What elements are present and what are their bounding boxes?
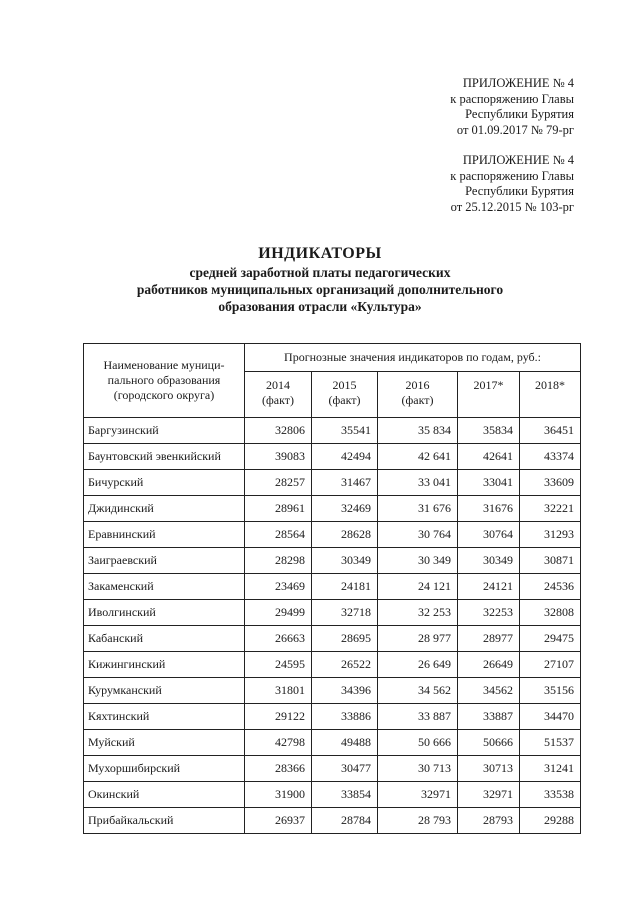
value-cell: 34396 bbox=[312, 678, 378, 704]
appendix-order-ref: к распоряжению Главы bbox=[450, 91, 574, 106]
year-note: (факт) bbox=[328, 393, 361, 407]
value-cell: 32806 bbox=[245, 418, 312, 444]
table-row bbox=[84, 626, 581, 652]
year-note: (факт) bbox=[401, 393, 434, 407]
value-cell: 33887 bbox=[458, 704, 520, 730]
indicators-table bbox=[83, 343, 581, 834]
value-cell: 33886 bbox=[312, 704, 378, 730]
value-cell: 31467 bbox=[312, 470, 378, 496]
value-cell: 34 562 bbox=[378, 678, 458, 704]
table-row bbox=[84, 808, 581, 834]
title-line-2: работников муниципальных организаций дополнительного bbox=[136, 282, 504, 297]
value-cell: 33 887 bbox=[378, 704, 458, 730]
value-cell: 27107 bbox=[520, 652, 581, 678]
value-cell: 28 793 bbox=[378, 808, 458, 834]
value-cell: 30 713 bbox=[378, 756, 458, 782]
value-cell: 28257 bbox=[245, 470, 312, 496]
value-cell: 31293 bbox=[520, 522, 581, 548]
municipality-name-cell: Окинский bbox=[84, 782, 245, 808]
value-cell: 24121 bbox=[458, 574, 520, 600]
value-cell: 28784 bbox=[312, 808, 378, 834]
year-column-header bbox=[245, 372, 312, 418]
municipality-name-cell: Баунтовский эвенкийский bbox=[84, 444, 245, 470]
table-row bbox=[84, 652, 581, 678]
appendix-date-number: от 01.09.2017 № 79-рг bbox=[456, 122, 574, 137]
value-cell: 32808 bbox=[520, 600, 581, 626]
value-cell: 50666 bbox=[458, 730, 520, 756]
value-cell: 33041 bbox=[458, 470, 520, 496]
value-cell: 31 676 bbox=[378, 496, 458, 522]
value-cell: 30 349 bbox=[378, 548, 458, 574]
value-cell: 34470 bbox=[520, 704, 581, 730]
municipality-name-cell: Заиграевский bbox=[84, 548, 245, 574]
value-cell: 28366 bbox=[245, 756, 312, 782]
year-note: (факт) bbox=[261, 393, 294, 407]
value-cell: 43374 bbox=[520, 444, 581, 470]
table-row bbox=[84, 574, 581, 600]
table-row bbox=[84, 496, 581, 522]
value-cell: 33609 bbox=[520, 470, 581, 496]
value-cell: 28 977 bbox=[378, 626, 458, 652]
value-cell: 33854 bbox=[312, 782, 378, 808]
value-cell: 42494 bbox=[312, 444, 378, 470]
appendix-order-ref: к распоряжению Главы bbox=[450, 168, 574, 183]
value-cell: 49488 bbox=[312, 730, 378, 756]
value-cell: 24536 bbox=[520, 574, 581, 600]
value-cell: 28628 bbox=[312, 522, 378, 548]
value-cell: 24 121 bbox=[378, 574, 458, 600]
name-header-line-2: пального образования bbox=[107, 373, 221, 387]
table-row bbox=[84, 704, 581, 730]
value-cell: 42798 bbox=[245, 730, 312, 756]
value-cell: 32 253 bbox=[378, 600, 458, 626]
year-label: 2017* bbox=[473, 378, 504, 392]
value-cell: 30349 bbox=[312, 548, 378, 574]
appendix-title: ПРИЛОЖЕНИЕ № 4 bbox=[462, 153, 574, 167]
year-column-header bbox=[520, 372, 581, 418]
value-cell: 26649 bbox=[458, 652, 520, 678]
value-cell: 42 641 bbox=[378, 444, 458, 470]
value-cell: 31900 bbox=[245, 782, 312, 808]
municipality-name-cell: Джидинский bbox=[84, 496, 245, 522]
value-cell: 33538 bbox=[520, 782, 581, 808]
value-cell: 30871 bbox=[520, 548, 581, 574]
value-cell: 31676 bbox=[458, 496, 520, 522]
name-header-line-3: (городского округа) bbox=[113, 388, 215, 402]
municipality-name-cell: Муйский bbox=[84, 730, 245, 756]
value-cell: 32253 bbox=[458, 600, 520, 626]
value-cell: 30764 bbox=[458, 522, 520, 548]
table-row bbox=[84, 756, 581, 782]
value-cell: 36451 bbox=[520, 418, 581, 444]
value-cell: 32971 bbox=[458, 782, 520, 808]
name-header-line-1: Наименование муници- bbox=[103, 358, 225, 372]
municipality-name-cell: Мухоршибирский bbox=[84, 756, 245, 782]
municipality-name-cell: Иволгинский bbox=[84, 600, 245, 626]
table-row bbox=[84, 444, 581, 470]
table-row bbox=[84, 782, 581, 808]
year-label: 2016 bbox=[405, 378, 430, 392]
table-row bbox=[84, 418, 581, 444]
title-main: ИНДИКАТОРЫ bbox=[258, 245, 382, 262]
year-column-header bbox=[312, 372, 378, 418]
table-header-row bbox=[84, 344, 581, 372]
value-cell: 35156 bbox=[520, 678, 581, 704]
value-cell: 26663 bbox=[245, 626, 312, 652]
value-cell: 23469 bbox=[245, 574, 312, 600]
value-cell: 31801 bbox=[245, 678, 312, 704]
title-line-3: образования отрасли «Культура» bbox=[218, 299, 422, 314]
year-column-header bbox=[458, 372, 520, 418]
value-cell: 39083 bbox=[245, 444, 312, 470]
appendix-note-current bbox=[450, 76, 574, 138]
value-cell: 51537 bbox=[520, 730, 581, 756]
value-cell: 26522 bbox=[312, 652, 378, 678]
municipality-name-cell: Прибайкальский bbox=[84, 808, 245, 834]
table-row bbox=[84, 470, 581, 496]
value-cell: 24595 bbox=[245, 652, 312, 678]
value-cell: 32718 bbox=[312, 600, 378, 626]
value-cell: 28298 bbox=[245, 548, 312, 574]
municipality-name-cell: Еравнинский bbox=[84, 522, 245, 548]
value-cell: 31241 bbox=[520, 756, 581, 782]
year-column-header bbox=[378, 372, 458, 418]
year-label: 2014 bbox=[266, 378, 290, 392]
value-cell: 30713 bbox=[458, 756, 520, 782]
table-row bbox=[84, 678, 581, 704]
value-cell: 28977 bbox=[458, 626, 520, 652]
document-title bbox=[0, 244, 640, 315]
value-cell: 26 649 bbox=[378, 652, 458, 678]
value-cell: 24181 bbox=[312, 574, 378, 600]
value-cell: 28961 bbox=[245, 496, 312, 522]
value-cell: 35541 bbox=[312, 418, 378, 444]
value-cell: 28564 bbox=[245, 522, 312, 548]
value-cell: 35 834 bbox=[378, 418, 458, 444]
appendix-authority: Республики Бурятия bbox=[465, 184, 574, 198]
value-cell: 30349 bbox=[458, 548, 520, 574]
municipality-name-cell: Закаменский bbox=[84, 574, 245, 600]
municipality-name-cell: Курумканский bbox=[84, 678, 245, 704]
municipality-name-cell: Кижингинский bbox=[84, 652, 245, 678]
appendix-note-original bbox=[450, 153, 574, 215]
appendix-date-number: от 25.12.2015 № 103-рг bbox=[450, 199, 574, 214]
value-cell: 29122 bbox=[245, 704, 312, 730]
table-body bbox=[84, 418, 581, 834]
value-cell: 29288 bbox=[520, 808, 581, 834]
value-cell: 26937 bbox=[245, 808, 312, 834]
value-cell: 32469 bbox=[312, 496, 378, 522]
municipality-name-cell: Бичурский bbox=[84, 470, 245, 496]
value-cell: 35834 bbox=[458, 418, 520, 444]
value-cell: 28695 bbox=[312, 626, 378, 652]
table-row bbox=[84, 522, 581, 548]
value-cell: 33 041 bbox=[378, 470, 458, 496]
municipality-name-cell: Кяхтинский bbox=[84, 704, 245, 730]
municipality-column-header bbox=[84, 344, 245, 418]
value-cell: 29499 bbox=[245, 600, 312, 626]
value-cell: 29475 bbox=[520, 626, 581, 652]
value-cell: 30477 bbox=[312, 756, 378, 782]
year-label: 2015 bbox=[332, 378, 357, 392]
table-row bbox=[84, 600, 581, 626]
forecast-group-header: Прогнозные значения индикаторов по годам, руб.: bbox=[245, 344, 581, 372]
appendix-title: ПРИЛОЖЕНИЕ № 4 bbox=[462, 76, 574, 90]
appendix-authority: Республики Бурятия bbox=[465, 107, 574, 121]
municipality-name-cell: Кабанский bbox=[84, 626, 245, 652]
year-label: 2018* bbox=[535, 378, 566, 392]
municipality-name-cell: Баргузинский bbox=[84, 418, 245, 444]
value-cell: 42641 bbox=[458, 444, 520, 470]
value-cell: 32971 bbox=[378, 782, 458, 808]
value-cell: 30 764 bbox=[378, 522, 458, 548]
table-row bbox=[84, 548, 581, 574]
value-cell: 34562 bbox=[458, 678, 520, 704]
value-cell: 32221 bbox=[520, 496, 581, 522]
value-cell: 50 666 bbox=[378, 730, 458, 756]
table-row bbox=[84, 730, 581, 756]
value-cell: 28793 bbox=[458, 808, 520, 834]
title-line-1: средней заработной платы педагогических bbox=[189, 265, 451, 280]
